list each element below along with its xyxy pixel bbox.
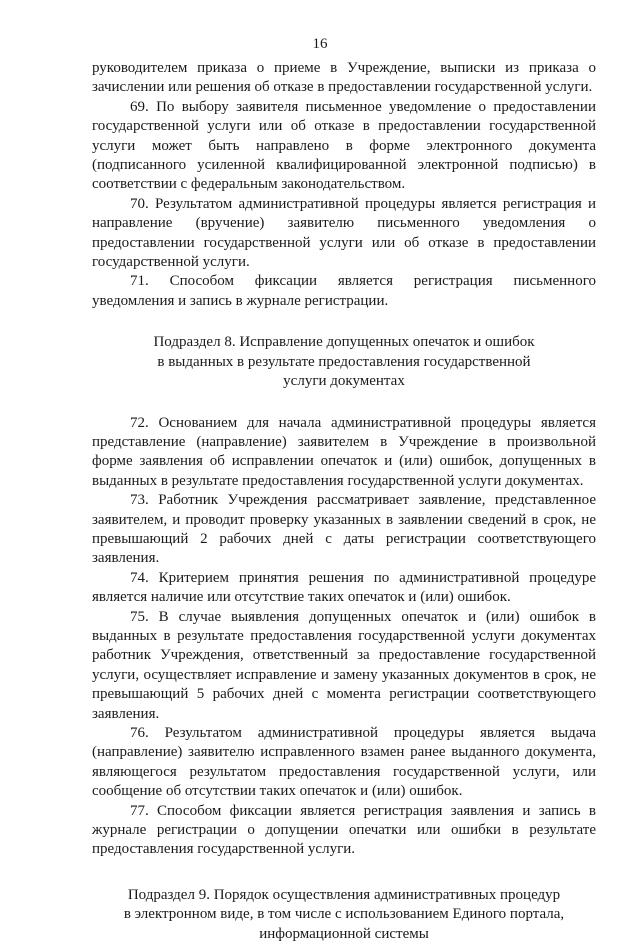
paragraph-73: 73. Работник Учреждения рассматривает заявление, представленное заявителем, и проводит проверку указанных в заявлении сведений в срок, не превышающий 2 рабочих дней с даты регистрации соответствующего заявления. [92,492,596,567]
paragraph-75: 75. В случае выявления допущенных опечаток и (или) ошибок в выданных в результате предоставления государственной услуги документах работник Учреждения, ответственный за предоставление государственной услуги, осуществляет исправление и замену указанных документов в срок, не превышающий 5 рабочих дней с момента регистрации соответствующего заявления. [92,608,596,722]
paragraph-70: 70. Результатом административной процедуры является регистрация и направление (вручение) заявителю письменного уведомления о предоставлении государственной услуги или об отказе в предоставлении государственной услуги. [92,195,596,271]
paragraph-continuation: руководителем приказа о приеме в Учреждение, выписки из приказа о зачислении или решения об отказе в предоставлении государственной услуги. [92,60,596,96]
paragraph-71: 71. Способом фиксации является регистрация письменного уведомления и запись в журнале регистрации. [92,273,596,309]
subsection-8-line-2: в выданных в результате предоставления государственной [157,353,531,370]
document-body [92,59,596,944]
page-number: 16 [312,36,328,52]
subsection-9-line-3: информационной системы [259,925,429,942]
subsection-8-line-1: Подраздел 8. Исправление допущенных опечаток и ошибок [153,334,535,351]
subsection-8-heading [92,333,596,391]
subsection-9-heading [92,886,596,944]
paragraph-74: 74. Критерием принятия решения по административной процедуре является наличие или отсутствие таких опечаток и (или) ошибок. [92,569,596,606]
paragraph-72: 72. Основанием для начала административной процедуры является представление (направление) заявителем в Учреждение в произвольной форме заявления об исправлении опечаток и (или) ошибок, допущенных в выданных в результате предоставления государственной услуги документах. [92,414,596,489]
paragraph-69: 69. По выбору заявителя письменное уведомление о предоставлении государственной услуги или об отказе в предоставлении государственной услуги может быть направлено в форме электронного документа (подписанного усиленной квалифицированной электронной подписью) в соответствии с федеральным законодательством. [92,98,596,193]
paragraph-77: 77. Способом фиксации является регистрация заявления и запись в журнале регистрации о допущении опечатки или ошибки в результате предоставления государственной услуги. [92,802,596,858]
paragraph-76: 76. Результатом административной процедуры является выдача (направление) заявителю исправленного взамен ранее выданного документа, являющегося результатом предоставления государственной услуги, или сообщение об отсутствии таких опечаток и (или) ошибок. [92,725,596,800]
subsection-9-line-2: в электронном виде, в том числе с использованием Единого портала, [123,906,565,923]
subsection-8-line-3: услуги документах [283,373,405,390]
subsection-9-line-1: Подраздел 9. Порядок осуществления административных процедур [127,886,561,903]
